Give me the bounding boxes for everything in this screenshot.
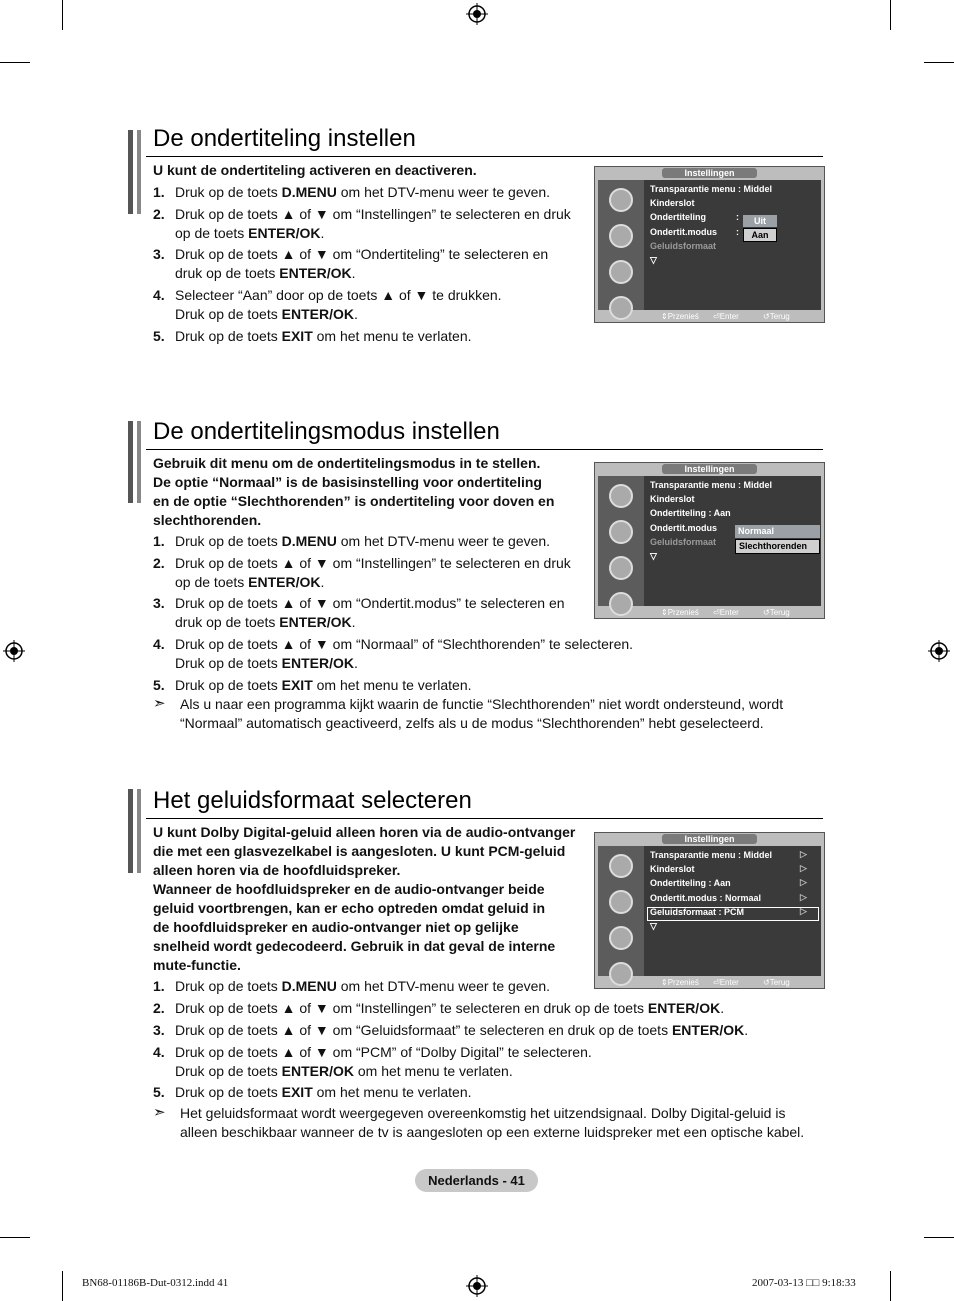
step-text: Druk op de toets ▲ of ▼ om “Instellingen” te selecteren en druk xyxy=(175,206,571,222)
menu-item: Ondertiteling xyxy=(650,212,706,222)
step-line xyxy=(175,573,324,592)
step-line xyxy=(175,286,502,305)
step-number: 3. xyxy=(153,595,165,611)
step-text: Druk op de toets xyxy=(175,677,282,693)
crop-mark xyxy=(890,1271,891,1301)
key-name: D.MENU xyxy=(281,978,337,994)
step-text: Druk op de toets ▲ of ▼ om “Geluidsformaat” te selecteren en druk op de toets xyxy=(175,1022,672,1038)
step-text: om het menu te verlaten. xyxy=(353,1063,513,1079)
menu-footer-move xyxy=(661,978,699,987)
menu-footer-back xyxy=(763,608,790,617)
text-line: geluid voortbrengen, kan er echo optreden omdat geluid in xyxy=(153,900,546,916)
menu-item: ▽ xyxy=(650,551,657,561)
step-number: 4. xyxy=(153,1044,165,1060)
menu-item: Geluidsformaat xyxy=(650,241,717,251)
step-number: 5. xyxy=(153,1084,165,1100)
text-line: snelheid wordt gedecodeerd. Gebruik in dat geval de interne xyxy=(153,938,556,954)
menu-colon: : xyxy=(736,212,739,222)
submenu-arrow-icon: ▷ xyxy=(800,906,807,916)
step-text: op de toets xyxy=(175,574,249,590)
menu-icon-column xyxy=(598,180,644,310)
step-text: . xyxy=(744,1022,749,1038)
tv-menu-screenshot xyxy=(594,462,825,619)
step-text: . xyxy=(320,574,325,590)
step-text: om het DTV-menu weer te geven. xyxy=(336,533,551,549)
menu-title xyxy=(595,834,824,844)
key-name: ENTER/OK xyxy=(248,225,321,241)
key-name: ENTER/OK xyxy=(281,306,354,322)
move-label: Przenieś xyxy=(667,312,699,321)
step-line xyxy=(175,327,472,346)
key-name: ENTER/OK xyxy=(281,655,354,671)
setup-icon xyxy=(609,260,633,284)
note-arrow-icon: ➣ xyxy=(153,695,166,712)
key-name: ENTER/OK xyxy=(647,1000,721,1016)
text-line: “Normaal” automatisch geactiveerd, zelfs als u de modus “Slechthorenden” hebt geselecteerd. xyxy=(180,715,764,731)
step-line xyxy=(175,999,724,1018)
section-bar xyxy=(137,789,141,873)
menu-item: Transparantie menu : Middel xyxy=(650,480,773,490)
enter-icon: ⏎ xyxy=(713,312,720,321)
section-title: De ondertiteling instellen xyxy=(153,125,416,152)
section-bar xyxy=(128,130,133,214)
step-line xyxy=(175,1062,513,1081)
back-label: Terug xyxy=(769,978,790,987)
file-slug: BN68-01186B-Dut-0312.indd 41 xyxy=(82,1277,229,1289)
step-line xyxy=(175,1083,472,1102)
step-text: . xyxy=(351,265,356,281)
step-line xyxy=(175,1021,748,1040)
menu-icon-column xyxy=(598,846,644,976)
step-text: Druk op de toets ▲ of ▼ om “Instellingen” te selecteren en druk xyxy=(175,555,571,571)
picture-icon xyxy=(609,854,633,878)
menu-item: Kinderslot xyxy=(650,494,695,504)
section-bar xyxy=(137,421,141,503)
step-text: . xyxy=(351,614,356,630)
move-label: Przenieś xyxy=(667,608,699,617)
move-icon: ⇕ xyxy=(661,978,668,987)
registration-mark-icon xyxy=(466,1275,488,1297)
menu-item: Geluidsformaat xyxy=(650,537,717,547)
key-name: EXIT xyxy=(281,677,313,693)
input-icon xyxy=(609,962,633,986)
option-aan-selected: Aan xyxy=(743,228,777,242)
menu-colon: : xyxy=(736,227,739,237)
date-slug: 2007-03-13 □□ 9:18:33 xyxy=(752,1277,856,1289)
step-line xyxy=(175,977,550,996)
menu-title xyxy=(595,168,824,178)
crop-mark xyxy=(62,0,63,30)
text-line: alleen beschikbaar wanneer de tv is aangesloten op een externe luidspreker met een optische kabel. xyxy=(180,1124,805,1140)
step-text: Druk op de toets xyxy=(175,655,282,671)
move-icon: ⇕ xyxy=(661,608,668,617)
menu-footer-back xyxy=(763,978,790,987)
text-line: Het geluidsformaat wordt weergegeven overeenkomstig het uitzendsignaal. Dolby Digital-geluid is xyxy=(180,1105,786,1121)
tv-menu-screenshot xyxy=(594,166,825,323)
menu-item: Transparantie menu : Middel xyxy=(650,184,773,194)
text-line: Als u naar een programma kijkt waarin de functie “Slechthorenden” niet wordt ondersteund, wordt xyxy=(180,696,784,712)
back-icon: ↺ xyxy=(763,978,770,987)
setup-icon xyxy=(609,926,633,950)
key-name: ENTER/OK xyxy=(248,574,321,590)
menu-item: ▽ xyxy=(650,921,657,931)
submenu-arrow-icon: ▷ xyxy=(800,892,807,902)
step-text: Druk op de toets xyxy=(175,306,282,322)
step-text: Druk op de toets xyxy=(175,184,282,200)
text-line: Gebruik dit menu om de ondertitelingsmodus in te stellen. xyxy=(153,455,541,471)
step-text: Druk op de toets xyxy=(175,328,282,344)
menu-item: ▽ xyxy=(650,255,657,265)
section-title: Het geluidsformaat selecteren xyxy=(153,787,472,814)
step-text: om het menu te verlaten. xyxy=(312,1084,472,1100)
menu-item: Ondertit.modus : Normaal xyxy=(650,893,762,903)
text-line: Wanneer de hoofdluidspreker en de audio-ontvanger beide xyxy=(153,881,545,897)
step-line xyxy=(175,676,472,695)
title-rule xyxy=(146,449,823,450)
step-text: om het DTV-menu weer te geven. xyxy=(336,978,551,994)
step-text: . xyxy=(353,306,358,322)
step-text: Druk op de toets xyxy=(175,978,282,994)
move-icon: ⇕ xyxy=(661,312,668,321)
step-line xyxy=(175,613,356,632)
registration-mark-icon xyxy=(466,3,488,25)
text-line: De optie “Normaal” is de basisinstelling voor ondertiteling xyxy=(153,474,542,490)
back-label: Terug xyxy=(769,312,790,321)
menu-footer-enter xyxy=(713,312,739,321)
key-name: D.MENU xyxy=(281,184,337,200)
step-line xyxy=(175,594,565,613)
step-number: 1. xyxy=(153,533,165,549)
step-number: 5. xyxy=(153,677,165,693)
enter-icon: ⏎ xyxy=(713,608,720,617)
step-line xyxy=(175,205,571,224)
step-number: 2. xyxy=(153,1000,165,1016)
menu-title xyxy=(595,464,824,474)
step-text: om het menu te verlaten. xyxy=(312,328,472,344)
step-text: druk op de toets xyxy=(175,265,280,281)
sound-icon xyxy=(609,890,633,914)
text-line: U kunt Dolby Digital-geluid alleen horen via de audio-ontvanger xyxy=(153,824,576,840)
option-normaal: Normaal xyxy=(735,525,820,538)
step-text: Selecteer “Aan” door op de toets ▲ of ▼ te drukken. xyxy=(175,287,502,303)
menu-item: Geluidsformaat : PCM xyxy=(650,907,745,917)
crop-mark xyxy=(0,1237,30,1238)
step-line xyxy=(175,1043,592,1062)
text-line: en de optie “Slechthorenden” is ondertiteling voor doven en xyxy=(153,493,555,509)
step-number: 3. xyxy=(153,246,165,262)
setup-icon xyxy=(609,556,633,580)
selected-row-highlight xyxy=(647,907,819,921)
step-text: Druk op de toets ▲ of ▼ om “Instellingen” te selecteren en druk op de toets xyxy=(175,1000,648,1016)
option-uit: Uit xyxy=(743,215,777,227)
step-text: Druk op de toets xyxy=(175,1084,282,1100)
step-text: Druk op de toets xyxy=(175,1063,282,1079)
key-name: ENTER/OK xyxy=(281,1063,354,1079)
step-line xyxy=(175,654,358,673)
step-number: 1. xyxy=(153,978,165,994)
key-name: ENTER/OK xyxy=(671,1022,745,1038)
enter-label: Enter xyxy=(719,978,739,987)
input-icon xyxy=(609,296,633,320)
key-name: D.MENU xyxy=(281,533,337,549)
step-text: om het DTV-menu weer te geven. xyxy=(336,184,551,200)
step-number: 3. xyxy=(153,1022,165,1038)
section-bar xyxy=(128,789,133,873)
step-text: Druk op de toets ▲ of ▼ om “PCM” of “Dolby Digital” te selecteren. xyxy=(175,1044,592,1060)
step-number: 1. xyxy=(153,184,165,200)
menu-item: Kinderslot xyxy=(650,198,695,208)
text-line: de hoofdluidspreker en audio-ontvanger niet op gelijke xyxy=(153,919,519,935)
menu-item: Ondertit.modus xyxy=(650,227,717,237)
back-icon: ↺ xyxy=(763,608,770,617)
step-text: Druk op de toets ▲ of ▼ om “Normaal” of “Slechthorenden” te selecteren. xyxy=(175,636,634,652)
step-text: Druk op de toets ▲ of ▼ om “Ondertit.modus” te selecteren en xyxy=(175,595,565,611)
step-text: . xyxy=(320,225,325,241)
section-bar xyxy=(128,421,133,503)
move-label: Przenieś xyxy=(667,978,699,987)
submenu-arrow-icon: ▷ xyxy=(800,877,807,887)
back-icon: ↺ xyxy=(763,312,770,321)
step-number: 5. xyxy=(153,328,165,344)
text-line: die met een glasvezelkabel is aangesloten. U kunt PCM-geluid xyxy=(153,843,566,859)
menu-item: Ondertiteling : Aan xyxy=(650,878,731,888)
step-line xyxy=(175,635,633,654)
section-intro: U kunt de ondertiteling activeren en deactiveren. xyxy=(153,162,477,178)
menu-item: Ondertiteling : Aan xyxy=(650,508,731,518)
submenu-arrow-icon: ▷ xyxy=(800,849,807,859)
step-text: . xyxy=(720,1000,725,1016)
text-line: mute-functie. xyxy=(153,957,241,973)
menu-item: Transparantie menu : Middel xyxy=(650,850,773,860)
tv-menu-screenshot xyxy=(594,832,825,989)
menu-footer-enter xyxy=(713,608,739,617)
menu-title-label: Instellingen xyxy=(662,834,756,844)
menu-item: Kinderslot xyxy=(650,864,695,874)
step-number: 2. xyxy=(153,555,165,571)
step-text: Druk op de toets ▲ of ▼ om “Ondertiteling” te selecteren en xyxy=(175,246,549,262)
menu-footer-move xyxy=(661,312,699,321)
step-line xyxy=(175,554,571,573)
step-line xyxy=(175,264,356,283)
menu-icon-column xyxy=(598,476,644,606)
title-rule xyxy=(146,818,823,819)
note-arrow-icon: ➣ xyxy=(153,1104,166,1121)
step-text: Druk op de toets xyxy=(175,533,282,549)
step-line xyxy=(175,245,548,264)
menu-footer-move xyxy=(661,608,699,617)
menu-footer-back xyxy=(763,312,790,321)
step-number: 4. xyxy=(153,636,165,652)
enter-icon: ⏎ xyxy=(713,978,720,987)
text-line: alleen horen via de hoofdluidspreker. xyxy=(153,862,401,878)
input-icon xyxy=(609,592,633,616)
step-line xyxy=(175,224,324,243)
enter-label: Enter xyxy=(719,608,739,617)
key-name: ENTER/OK xyxy=(279,614,352,630)
registration-mark-icon xyxy=(3,640,25,662)
step-text: druk op de toets xyxy=(175,614,280,630)
crop-mark xyxy=(890,0,891,30)
submenu-arrow-icon: ▷ xyxy=(800,863,807,873)
registration-mark-icon xyxy=(928,640,950,662)
step-number: 2. xyxy=(153,206,165,222)
crop-mark xyxy=(924,62,954,63)
picture-icon xyxy=(609,484,633,508)
menu-item: Ondertit.modus xyxy=(650,523,717,533)
sound-icon xyxy=(609,520,633,544)
menu-title-label: Instellingen xyxy=(662,168,756,178)
menu-title-label: Instellingen xyxy=(662,464,756,474)
enter-label: Enter xyxy=(719,312,739,321)
text-line: slechthorenden. xyxy=(153,512,262,528)
sound-icon xyxy=(609,224,633,248)
back-label: Terug xyxy=(769,608,790,617)
step-text: op de toets xyxy=(175,225,249,241)
crop-mark xyxy=(0,62,30,63)
step-line xyxy=(175,183,550,202)
step-text: . xyxy=(353,655,358,671)
key-name: EXIT xyxy=(281,1084,313,1100)
key-name: EXIT xyxy=(281,328,313,344)
menu-footer-enter xyxy=(713,978,739,987)
title-rule xyxy=(146,156,823,157)
step-line xyxy=(175,305,358,324)
option-slechthorenden-selected: Slechthorenden xyxy=(735,539,820,554)
key-name: ENTER/OK xyxy=(279,265,352,281)
step-number: 4. xyxy=(153,287,165,303)
picture-icon xyxy=(609,188,633,212)
crop-mark xyxy=(924,1237,954,1238)
step-line xyxy=(175,532,550,551)
section-title: De ondertitelingsmodus instellen xyxy=(153,418,500,445)
page-number-badge: Nederlands - 41 xyxy=(415,1169,538,1192)
step-text: om het menu te verlaten. xyxy=(312,677,472,693)
crop-mark xyxy=(62,1271,63,1301)
section-bar xyxy=(137,130,141,214)
